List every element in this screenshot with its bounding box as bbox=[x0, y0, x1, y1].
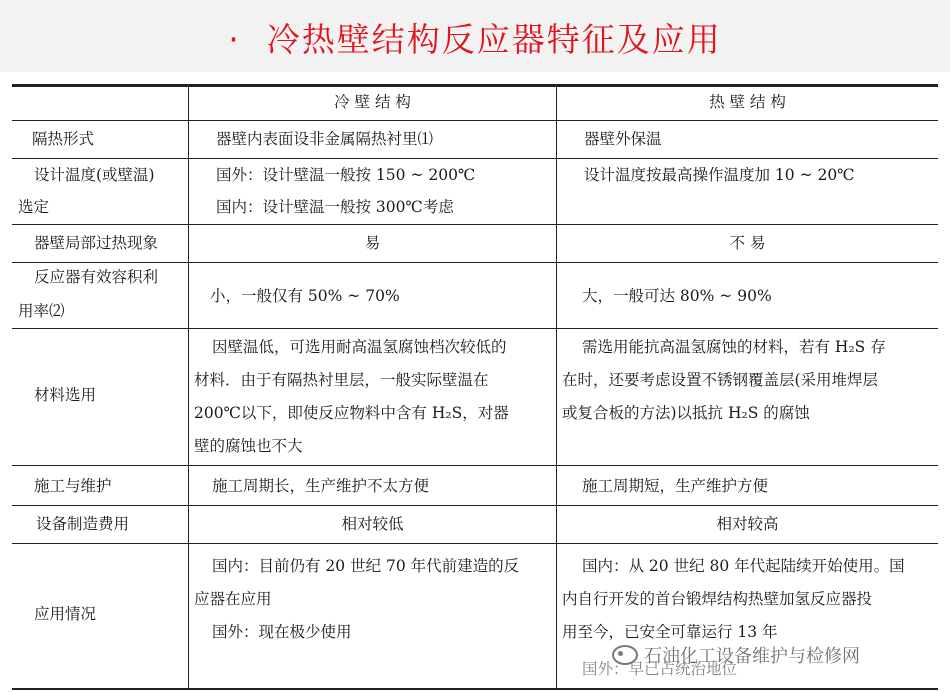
cold-cell: 国内：设计壁温一般按 300℃考虑 bbox=[216, 198, 454, 216]
row-divider bbox=[12, 158, 938, 159]
row-label: 施工与维护 bbox=[34, 477, 112, 495]
header-cold-wall: 冷 壁 结 构 bbox=[334, 93, 411, 111]
table-top-border bbox=[12, 84, 938, 87]
header-hot-wall: 热 壁 结 构 bbox=[709, 93, 786, 111]
row-label: 隔热形式 bbox=[32, 130, 95, 148]
row-label: 设计温度(或壁温) bbox=[34, 166, 155, 184]
cold-cell: 器壁内表面设非金属隔热衬里⑴ bbox=[216, 130, 434, 148]
cold-cell: 200℃以下，即使反应物料中含有 H₂S，对器 bbox=[194, 404, 509, 422]
cold-cell: 壁的腐蚀也不大 bbox=[194, 437, 303, 455]
cold-cell: 因壁温低，可选用耐高温氢腐蚀档次较低的 bbox=[212, 338, 507, 356]
cold-cell: 施工周期长，生产维护不太方便 bbox=[212, 477, 430, 495]
hot-cell: 国内：从 20 世纪 80 年代起陆续开始使用。国 bbox=[582, 557, 905, 575]
row-divider bbox=[12, 465, 938, 466]
hot-cell: 器壁外保温 bbox=[584, 130, 662, 148]
hot-cell: 或复合板的方法)以抵抗 H₂S 的腐蚀 bbox=[562, 404, 810, 422]
row-divider bbox=[12, 543, 938, 544]
hot-cell: 在时，还要考虑设置不锈钢覆盖层(采用堆焊层 bbox=[562, 371, 879, 389]
row-label: 材料选用 bbox=[34, 386, 97, 404]
row-label: 反应器有效容积利 bbox=[34, 268, 159, 286]
watermark bbox=[612, 642, 860, 668]
hot-cell: 不 易 bbox=[729, 234, 766, 252]
chat-bubble-icon bbox=[612, 645, 638, 665]
hot-cell: 相对较高 bbox=[716, 515, 779, 533]
cold-cell: 小，一般仅有 50% ~ 70% bbox=[210, 287, 400, 305]
hot-cell: 大，一般可达 80% ~ 90% bbox=[582, 287, 772, 305]
hot-cell: 用至今，已安全可靠运行 13 年 bbox=[562, 623, 778, 641]
slide-title bbox=[0, 14, 950, 61]
column-divider bbox=[188, 86, 189, 690]
row-label: 选定 bbox=[18, 198, 50, 216]
row-label: 设备制造费用 bbox=[36, 515, 130, 533]
row-divider bbox=[12, 262, 938, 263]
row-label: 应用情况 bbox=[34, 605, 97, 623]
watermark-text: 石油化工设备维护与检修网 bbox=[644, 646, 860, 667]
hot-cell: 施工周期短，生产维护方便 bbox=[582, 477, 769, 495]
hot-cell: 需选用能抗高温氢腐蚀的材料，若有 H₂S 存 bbox=[582, 338, 886, 356]
row-divider bbox=[12, 505, 938, 506]
cold-cell: 国内：目前仍有 20 世纪 70 年代前建造的反 bbox=[212, 557, 520, 575]
row-label: 器壁局部过热现象 bbox=[34, 234, 159, 252]
cold-cell: 材料．由于有隔热衬里层，一般实际壁温在 bbox=[194, 371, 489, 389]
cold-cell: 国外：现在极少使用 bbox=[212, 623, 352, 641]
row-divider bbox=[12, 120, 938, 121]
row-divider bbox=[12, 224, 938, 225]
cold-cell: 国外：设计壁温一般按 150 ~ 200℃ bbox=[216, 166, 476, 184]
table-bottom-border bbox=[12, 688, 938, 690]
column-divider bbox=[556, 86, 557, 690]
row-label: 用率⑵ bbox=[18, 302, 65, 320]
cold-cell: 应器在应用 bbox=[194, 590, 272, 608]
title-text: 冷热壁结构反应器特征及应用 bbox=[266, 20, 722, 59]
cold-cell: 易 bbox=[364, 234, 381, 252]
hot-cell: 内自行开发的首台锻焊结构热壁加氢反应器投 bbox=[562, 590, 873, 608]
cold-cell: 相对较低 bbox=[341, 515, 404, 533]
row-divider bbox=[12, 328, 938, 329]
hot-cell: 设计温度按最高操作温度加 10 ~ 20℃ bbox=[584, 166, 855, 184]
hot-cell: 国外：早已占统治地位 bbox=[582, 660, 738, 678]
title-bullet: · bbox=[228, 20, 241, 59]
